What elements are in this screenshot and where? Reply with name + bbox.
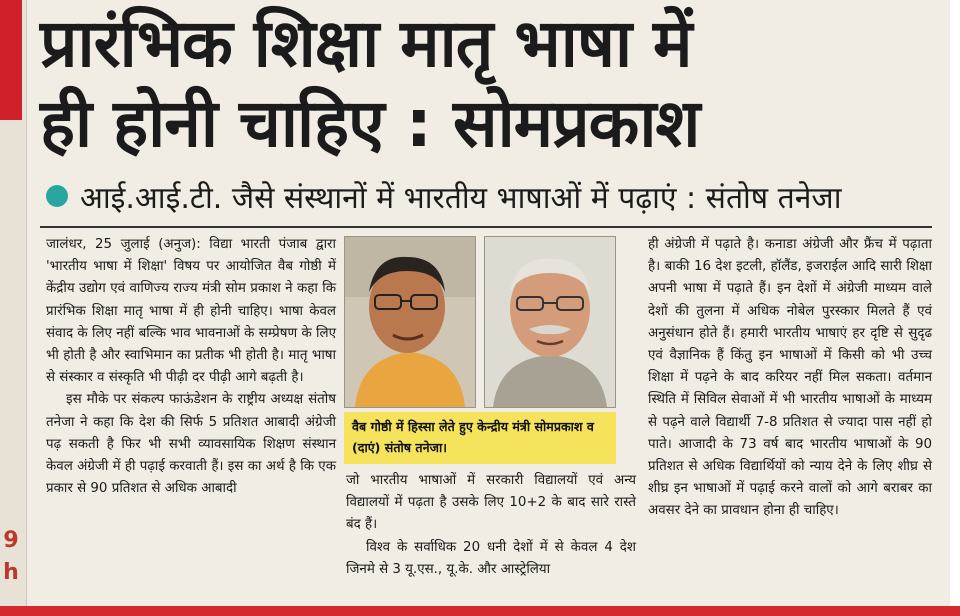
- red-bottom-bar: [0, 606, 960, 616]
- paragraph: विश्व के सर्वाधिक 20 धनी देशों में से केवल 4 देश जिनमे से 3 यू.एस., यू.के. और आस्ट्रेलिया: [346, 539, 636, 577]
- photo-minister: [344, 236, 476, 408]
- headline-line-1: प्रारंभिक शिक्षा मातृ भाषा में: [40, 5, 692, 82]
- headline: [40, 4, 940, 164]
- adjacent-column-edge: [0, 0, 27, 616]
- photo-caption: वैब गोष्ठी में हिस्सा लेते हुए केन्द्रीय मंत्री सोमप्रकाश व (दाएं) संतोष तनेजा।: [344, 412, 616, 464]
- page-edge: [950, 0, 960, 616]
- article-column-1: [46, 234, 336, 500]
- photo-santosh-taneja: [484, 236, 616, 408]
- article-column-3: [648, 234, 932, 523]
- paragraph: इस मौके पर संकल्प फाऊंडेशन के राष्ट्रीय अध्यक्ष संतोष तनेजा ने कहा कि देश की सिर्फ 5 प्रतिशत आबादी अंग्रेजी पढ़ सकती है फिर भी सभी व्यावसायिक शिक्षण संस्थान केवल अंग्रेजी में ही पढ़ाई करवाती हैं। इस का अर्थ है कि एक प्रकार से 90 प्रतिशत से अधिक आबादी: [46, 392, 336, 497]
- edge-fragment: h: [3, 560, 19, 585]
- subheadline: [46, 170, 936, 222]
- paragraph: ही अंग्रेजी में पढ़ाते है। कनाडा अंग्रेजी और फ्रैंच में पढ़ाता है। बाकी 16 देश इटली, हॉलैंड, इजराईल आदि सारी शिक्षा अपनी भाषा में पढ़ाते हैं। इन देशों में अंग्रेजी माध्यम वाले देशों की तुलना में अधिक नोबेल पुरस्कार मिलते हैं एवं अनुसंधान होते हैं। हमारी भारतीय भाषाएं हर दृष्टि से सुदृढ एवं वैज्ञानिक हैं किंतु इन भाषाओं में किसी को भी उच्च शिक्षा में पढ़ने के बाद करियर नहीं मिल सकता। वर्तमान स्थिति में सिविल सेवाओं में भी भारतीय भाषाओं के माध्यम से पढ़ने वाले विद्यार्थी 7-8 प्रतिशत से ज्यादा पास नहीं हो पाते। आजादी के 73 वर्ष बाद भारतीय भाषाओं के 90 प्रतिशत से अधिक विद्यार्थियों को न्याय देने के लिए शीघ्र से शीघ्र इन भाषाओं में पढ़ाई करने वालों को आगे बराबर का अवसर देने का प्रावधान होना ही चाहिए।: [648, 237, 932, 519]
- person-photo-icon: [345, 237, 475, 407]
- paragraph: जो भारतीय भाषाओं में सरकारी विद्यालयों एवं अन्य विद्यालयों में पढ़ता है उसके लिए 10+2 के बाद सारे रास्ते बंद हैं।: [346, 473, 636, 533]
- edge-fragment: 9: [3, 528, 19, 553]
- subheadline-text: आई.आई.टी. जैसे संस्थानों में भारतीय भाषाओं में पढ़ाएं : संतोष तनेजा: [80, 180, 842, 216]
- bullet-icon: [46, 185, 68, 207]
- headline-line-2: ही होनी चाहिए : सोमप्रकाश: [40, 85, 700, 162]
- person-photo-icon: [485, 237, 615, 407]
- article-column-2: [346, 470, 636, 581]
- red-edge-bar: [0, 0, 22, 120]
- divider: [40, 226, 932, 228]
- paragraph: जालंधर, 25 जुलाई (अनुज): विद्या भारती पंजाब द्वारा 'भारतीय भाषा में शिक्षा' विषय पर आयोजित वैब गोष्ठी में केंद्रीय उद्योग एवं वाणिज्य राज्य मंत्री सोम प्रकाश ने कहा कि प्रारंभिक शिक्षा मातृ भाषा में ही होनी चाहिए। भाषा केवल संवाद के लिए नहीं बल्कि भाव भावनाओं के सम्प्रेषण के लिए भी होती है और स्वाभिमान का प्रतीक भी होती है। मातृ भाषा से संस्कार व संस्कृति भी पीढ़ी दर पीढ़ी आगे बढ़ती है।: [46, 237, 336, 386]
